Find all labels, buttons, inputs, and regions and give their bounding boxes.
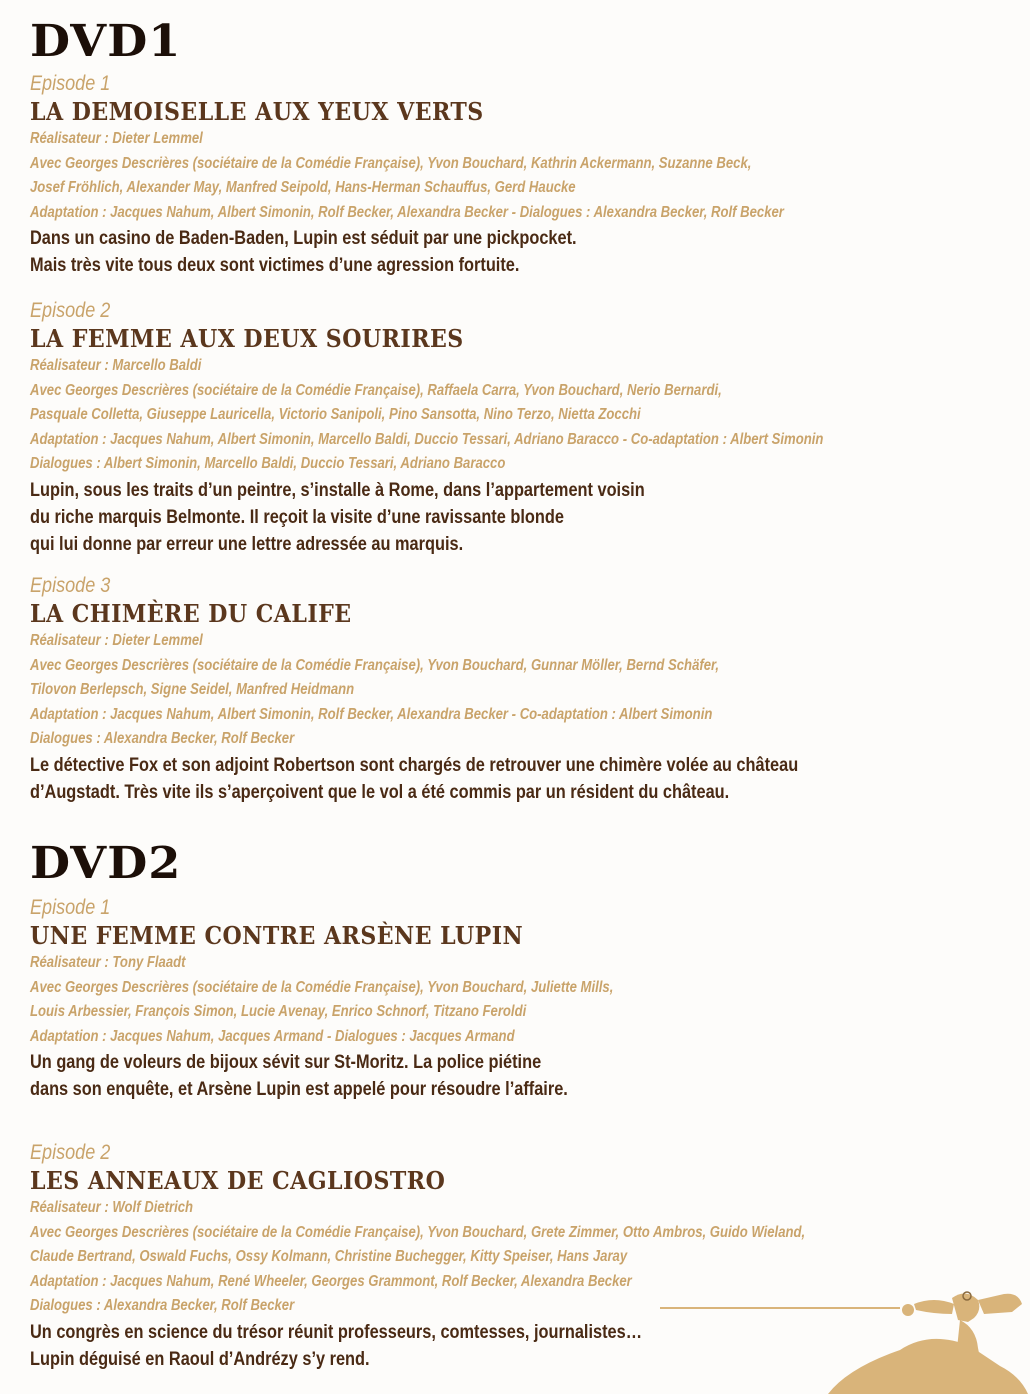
- synopsis-line: Lupin déguisé en Raoul d’Andrézy s’y rend.: [30, 1348, 370, 1370]
- credit-line: Pasquale Colletta, Giuseppe Lauricella, Victorio Sanipoli, Pino Sansotta, Nino Terzo, Nietta Zocchi: [30, 406, 641, 423]
- credit-line: Adaptation : Jacques Nahum, Albert Simonin, Rolf Becker, Alexandra Becker - Dialogues : Alexandra Becker, Rolf Becker: [30, 203, 784, 221]
- credit-line: Dialogues : Alexandra Becker, Rolf Becker: [30, 730, 295, 747]
- credit-line: Adaptation : Jacques Nahum, René Wheeler, Georges Grammont, Rolf Becker, Alexandra Becker: [30, 1272, 632, 1290]
- synopsis-line: Mais très vite tous deux sont victimes d’une agression fortuite.: [30, 255, 520, 276]
- dvd1-episode-3: [30, 573, 1020, 806]
- episode-label: Episode 1: [30, 896, 111, 919]
- episode-title: LA FEMME AUX DEUX SOURIRES: [30, 324, 464, 353]
- dvd2-episode-1: [30, 895, 1020, 1103]
- credit-line: Réalisateur : Dieter Lemmel: [30, 130, 203, 147]
- credit-line: Adaptation : Jacques Nahum, Jacques Armand - Dialogues : Jacques Armand: [30, 1027, 515, 1045]
- episode-title: LES ANNEAUX DE CAGLIOSTRO: [30, 1166, 446, 1195]
- episode-title: LA CHIMÈRE DU CALIFE: [30, 599, 352, 628]
- synopsis-line: qui lui donne par erreur une lettre adressée au marquis.: [30, 533, 464, 555]
- credit-line: Dialogues : Albert Simonin, Marcello Baldi, Duccio Tessari, Adriano Baracco: [30, 455, 506, 472]
- synopsis-line: Un congrès en science du trésor réunit professeurs, comtesses, journalistes…: [30, 1321, 643, 1343]
- synopsis-line: Dans un casino de Baden-Baden, Lupin est séduit par une pickpocket.: [30, 228, 577, 249]
- credit-line: Josef Fröhlich, Alexander May, Manfred Seipold, Hans-Herman Schauffus, Gerd Haucke: [30, 179, 576, 196]
- credit-line: Adaptation : Jacques Nahum, Albert Simonin, Marcello Baldi, Duccio Tessari, Adriano Baracco - Co-adaptation : Albert Simonin: [30, 430, 824, 448]
- credit-line: Tilovon Berlepsch, Signe Seidel, Manfred Heidmann: [30, 681, 355, 698]
- dvd2-heading: DVD2: [30, 838, 182, 889]
- credit-line: Louis Arbessier, François Simon, Lucie Avenay, Enrico Schnorf, Titzano Feroldi: [30, 1003, 527, 1020]
- credit-line: Adaptation : Jacques Nahum, Albert Simonin, Rolf Becker, Alexandra Becker - Co-adaptation : Albert Simonin: [30, 705, 713, 723]
- credit-line: Avec Georges Descrières (sociétaire de la Comédie Française), Yvon Bouchard, Kathrin Ackermann, Suzanne Beck,: [30, 154, 752, 172]
- dvd1-heading: DVD1: [30, 16, 182, 67]
- reclining-figure-with-cigarette-holder-icon: [660, 1290, 1030, 1394]
- credit-line: Dialogues : Alexandra Becker, Rolf Becker: [30, 1297, 295, 1314]
- credit-line: Claude Bertrand, Oswald Fuchs, Ossy Kolmann, Christine Buchegger, Kitty Speiser, Hans Jaray: [30, 1248, 628, 1265]
- synopsis-line: dans son enquête, et Arsène Lupin est appelé pour résoudre l’affaire.: [30, 1079, 568, 1100]
- episode-title: LA DEMOISELLE AUX YEUX VERTS: [30, 97, 484, 126]
- credit-line: Avec Georges Descrières (sociétaire de la Comédie Française), Yvon Bouchard, Gunnar Möller, Bernd Schäfer,: [30, 656, 720, 674]
- credit-line: Avec Georges Descrières (sociétaire de la Comédie Française), Raffaela Carra, Yvon Bouchard, Nerio Bernardi,: [30, 381, 722, 399]
- episode-label: Episode 3: [30, 574, 111, 597]
- credit-line: Réalisateur : Dieter Lemmel: [30, 632, 203, 649]
- credit-line: Réalisateur : Marcello Baldi: [30, 357, 202, 374]
- synopsis-line: Le détective Fox et son adjoint Robertson sont chargés de retrouver une chimère volée au château: [30, 754, 799, 776]
- episode-label: Episode 1: [30, 72, 111, 95]
- synopsis-line: Lupin, sous les traits d’un peintre, s’installe à Rome, dans l’appartement voisin: [30, 479, 645, 501]
- synopsis-line: Un gang de voleurs de bijoux sévit sur St-Moritz. La police piétine: [30, 1052, 542, 1073]
- synopsis-line: d’Augstadt. Très vite ils s’aperçoivent que le vol a été commis par un résident du château.: [30, 781, 730, 803]
- synopsis-line: du riche marquis Belmonte. Il reçoit la visite d’une ravissante blonde: [30, 506, 564, 528]
- credit-line: Avec Georges Descrières (sociétaire de la Comédie Française), Yvon Bouchard, Juliette Mills,: [30, 978, 614, 996]
- episode-label: Episode 2: [30, 1141, 111, 1164]
- dvd1-episode-1: [30, 71, 1020, 279]
- credit-line: Réalisateur : Wolf Dietrich: [30, 1199, 194, 1216]
- dvd1-episode-2: [30, 298, 1020, 558]
- credit-line: Avec Georges Descrières (sociétaire de la Comédie Française), Yvon Bouchard, Grete Zimmer, Otto Ambros, Guido Wieland,: [30, 1223, 806, 1241]
- episode-label: Episode 2: [30, 299, 111, 322]
- episode-title: UNE FEMME CONTRE ARSÈNE LUPIN: [30, 921, 524, 950]
- credit-line: Réalisateur : Tony Flaadt: [30, 954, 186, 971]
